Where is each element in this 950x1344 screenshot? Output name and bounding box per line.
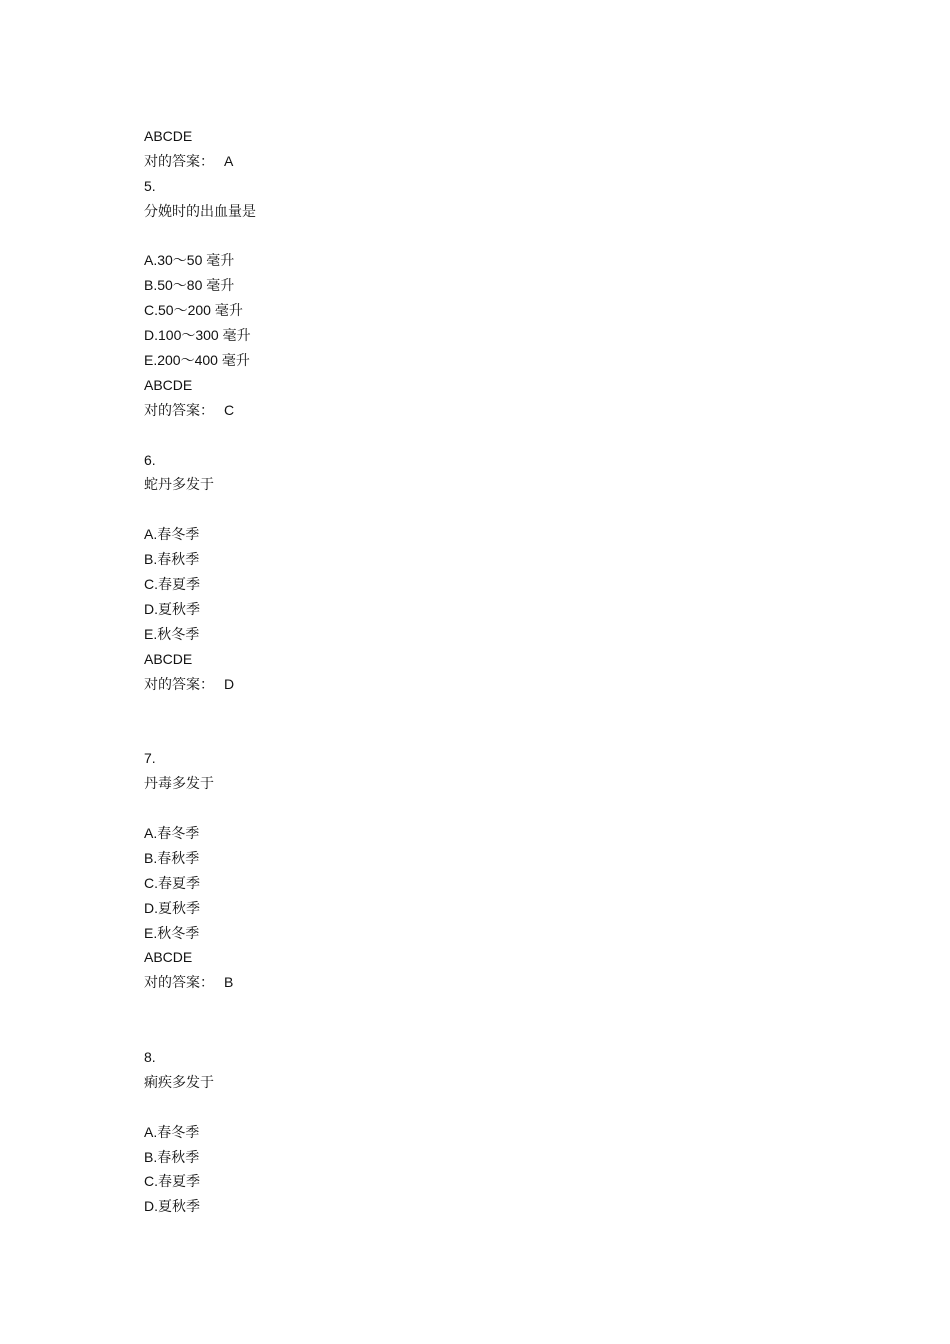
question-number: 5.: [144, 177, 156, 194]
spacer: [144, 423, 256, 448]
question-stem: 分娩时的出血量是: [144, 202, 256, 219]
option-b: B.春秋季: [144, 1148, 200, 1165]
option-c: C.春夏季: [144, 576, 200, 593]
option-e: E.秋冬季: [144, 625, 200, 642]
answer-value: B: [224, 974, 234, 991]
question-stem: 蛇丹多发于: [144, 476, 214, 493]
option-e: E.200～400 毫升: [144, 352, 250, 369]
option-d: D.夏秋季: [144, 899, 200, 916]
answer-value: C: [224, 401, 235, 418]
option-d: D.100～300 毫升: [144, 327, 251, 344]
question-number: 7.: [144, 750, 156, 767]
option-c: C.春夏季: [144, 874, 200, 891]
document-content: [144, 124, 256, 1219]
question-stem: 丹毒多发于: [144, 775, 214, 792]
option-c: C.50～200 毫升: [144, 302, 243, 319]
answer-value: A: [224, 152, 234, 169]
spacer: [144, 1020, 256, 1045]
spacer: [144, 1095, 256, 1120]
answer-label: 对的答案：: [144, 676, 214, 693]
answer-label: 对的答案：: [144, 402, 214, 419]
question-number: 6.: [144, 451, 156, 468]
option-b: B.春秋季: [144, 551, 200, 568]
spacer: [144, 995, 256, 1020]
spacer: [144, 696, 256, 721]
spacer: [144, 721, 256, 746]
answer-line: [144, 149, 256, 174]
option-a: A.春冬季: [144, 1123, 200, 1140]
option-letters: ABCDE: [144, 650, 193, 667]
answer-line: [144, 672, 256, 697]
option-a: A.春冬季: [144, 824, 200, 841]
option-b: B.50～80 毫升: [144, 277, 235, 294]
option-c: C.春夏季: [144, 1173, 200, 1190]
answer-value: D: [224, 675, 235, 692]
answer-line: [144, 398, 256, 423]
spacer: [144, 796, 256, 821]
answer-line: [144, 970, 256, 995]
answer-label: 对的答案：: [144, 975, 214, 992]
question-number: 8.: [144, 1048, 156, 1065]
option-d: D.夏秋季: [144, 1198, 200, 1215]
question-stem: 痢疾多发于: [144, 1073, 214, 1090]
option-letters: ABCDE: [144, 128, 193, 144]
answer-label: 对的答案：: [144, 153, 214, 170]
option-b: B.春秋季: [144, 849, 200, 866]
option-letters: ABCDE: [144, 376, 193, 393]
option-d: D.夏秋季: [144, 600, 200, 617]
option-a: A.春冬季: [144, 526, 200, 543]
option-e: E.秋冬季: [144, 924, 200, 941]
spacer: [144, 497, 256, 522]
spacer: [144, 224, 256, 249]
option-a: A.30～50 毫升: [144, 252, 235, 269]
option-letters: ABCDE: [144, 949, 193, 966]
